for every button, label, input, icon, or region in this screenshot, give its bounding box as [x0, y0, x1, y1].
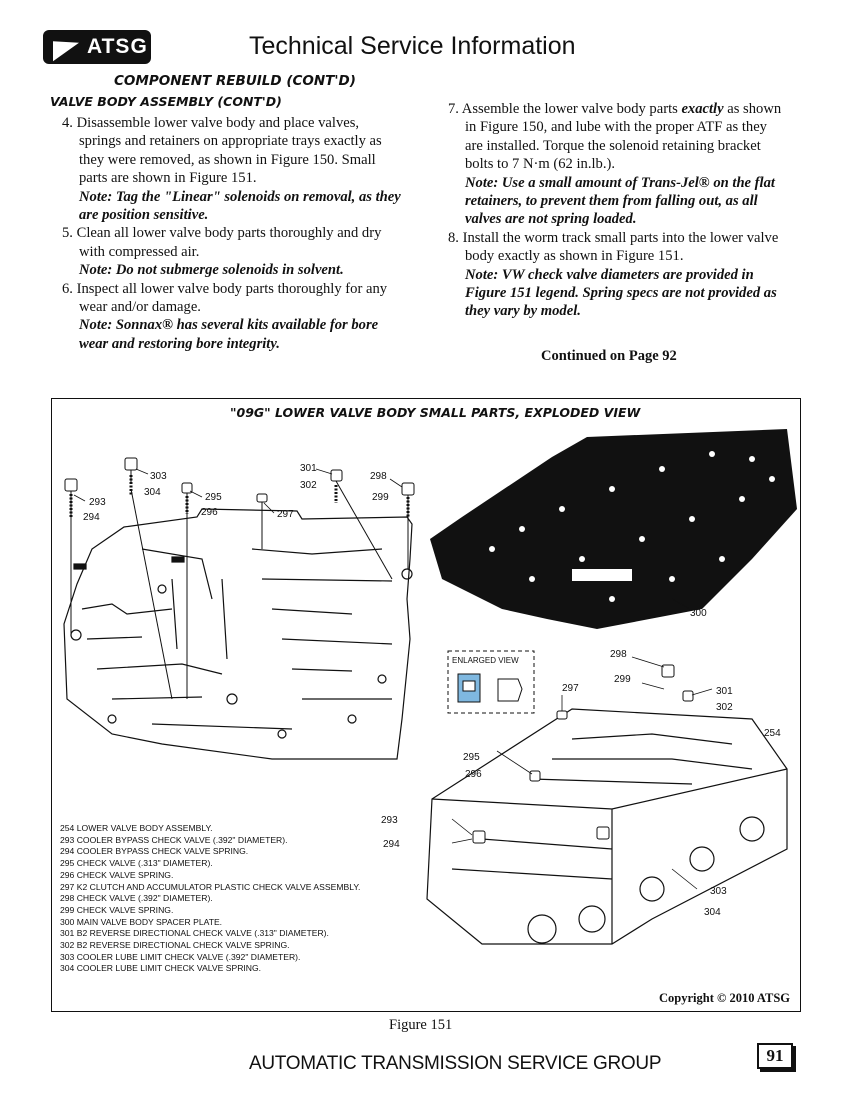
step-4-note: Note: Tag the "Linear" solenoids on removal, as they are position sensitive.	[79, 188, 401, 224]
callout-294b: 294	[383, 839, 400, 850]
callout-301b: 301	[716, 686, 733, 697]
callout-302b: 302	[716, 702, 733, 713]
legend-item: 303 COOLER LUBE LIMIT CHECK VALVE (.392" DIAMETER).	[60, 951, 301, 962]
callout-303: 303	[150, 471, 167, 482]
callout-298b: 298	[610, 649, 627, 660]
legend-item: 301 B2 REVERSE DIRECTIONAL CHECK VALVE (.313" DIAMETER).	[60, 928, 329, 939]
enlarged-check-valve	[458, 674, 522, 702]
valve-body-plan-view	[64, 509, 412, 759]
step-8-text: 8. Install the worm track small parts into the lower valve body exactly as shown in Figure 151.	[448, 229, 779, 265]
continued-note: Continued on Page 92	[541, 348, 677, 364]
callout-304b: 304	[704, 907, 721, 918]
step-8-note: Note: VW check valve diameters are provided in Figure 151 legend. Spring specs are not provided as they vary by model.	[465, 266, 777, 320]
callout-299b: 299	[614, 674, 631, 685]
section-subheading: VALVE BODY ASSEMBLY (CONT'D)	[50, 94, 282, 109]
callout-303b: 303	[710, 886, 727, 897]
callout-301: 301	[300, 463, 317, 474]
step-5: 5. Clean all lower valve body parts thoroughly and dry with compressed air.	[62, 225, 382, 260]
legend-item: 298 CHECK VALVE (.392" DIAMETER).	[60, 893, 213, 904]
callout-304: 304	[144, 487, 161, 498]
section-heading: COMPONENT REBUILD (CONT'D)	[114, 73, 356, 89]
right-column	[448, 100, 788, 321]
step-7-text-rest: as shown in Figure 150, and lube with the proper ATF as they are installed. Torque the solenoid retaining bracket bolts to 7 N·m (62 in.lb.).	[465, 101, 782, 173]
callout-302: 302	[300, 480, 317, 491]
callout-295: 295	[205, 492, 222, 503]
enlarged-view-label: ENLARGED VIEW	[452, 656, 519, 665]
left-small-parts	[65, 458, 414, 699]
legend-item: 296 CHECK VALVE SPRING.	[60, 869, 174, 880]
callout-295b: 295	[463, 752, 480, 763]
logo-wing-icon	[53, 33, 79, 61]
left-column	[62, 114, 402, 353]
callout-294: 294	[83, 512, 100, 523]
callout-299: 299	[372, 492, 389, 503]
legend-item: 304 COOLER LUBE LIMIT CHECK VALVE SPRING.	[60, 963, 262, 974]
legend-item: 293 COOLER BYPASS CHECK VALVE (.392" DIAMETER).	[60, 834, 288, 845]
callout-300: 300	[690, 608, 707, 619]
logo-text: ATSG	[87, 35, 148, 58]
callout-296: 296	[201, 507, 218, 518]
footer-org: AUTOMATIC TRANSMISSION SERVICE GROUP	[249, 1053, 662, 1074]
legend-item: 254 LOWER VALVE BODY ASSEMBLY.	[60, 823, 213, 833]
spacer-plate	[430, 429, 797, 629]
atsg-logo	[43, 30, 151, 64]
figure-caption: Figure 151	[389, 1017, 453, 1033]
page-number: 91	[757, 1043, 793, 1069]
step-6-note: Note: Sonnax® has several kits available for bore wear and restoring bore integrity.	[79, 317, 379, 352]
callout-293b: 293	[381, 815, 398, 826]
callout-296b: 296	[465, 769, 482, 780]
legend-item: 299 CHECK VALVE SPRING.	[60, 904, 174, 915]
page-header-title: Technical Service Information	[249, 32, 576, 60]
legend-item: 297 K2 CLUTCH AND ACCUMULATOR PLASTIC CHECK VALVE ASSEMBLY.	[60, 881, 361, 892]
step-6: 6. Inspect all lower valve body parts thoroughly for any wear and/or damage.	[62, 280, 388, 316]
callout-293: 293	[89, 497, 106, 508]
legend-item: 295 CHECK VALVE (.313" DIAMETER).	[60, 858, 213, 869]
figure-title: "09G" LOWER VALVE BODY SMALL PARTS, EXPLODED VIEW	[230, 405, 641, 420]
step-8	[448, 229, 788, 266]
step-5-note: Note: Do not submerge solenoids in solvent.	[79, 262, 344, 279]
figure-legend	[60, 823, 360, 975]
callout-254: 254	[764, 728, 781, 739]
legend-item: 300 MAIN VALVE BODY SPACER PLATE.	[60, 916, 223, 927]
step-4: 4. Disassemble lower valve body and place valves, springs and retainers on appropriate trays exactly as they were removed, as shown in Figure 150. Small parts are shown in Figure 151.	[62, 115, 382, 187]
step-7	[448, 100, 788, 174]
callout-298: 298	[370, 471, 387, 482]
legend-item: 302 B2 REVERSE DIRECTIONAL CHECK VALVE SPRING.	[60, 940, 290, 951]
step-7-text: 7. Assemble the lower valve body parts	[448, 101, 682, 117]
step-7-emphasis: exactly	[681, 101, 724, 117]
figure-151	[51, 398, 801, 1012]
legend-item: 294 COOLER BYPASS CHECK VALVE SPRING.	[60, 846, 249, 857]
callout-297: 297	[277, 509, 294, 520]
copyright: Copyright © 2010 ATSG	[659, 991, 790, 1005]
step-7-note: Note: Use a small amount of Trans-Jel® on the flat retainers, to prevent them from falling out, as all valves are not spring loaded.	[465, 174, 775, 228]
callout-297b: 297	[562, 683, 579, 694]
springs	[71, 475, 408, 517]
